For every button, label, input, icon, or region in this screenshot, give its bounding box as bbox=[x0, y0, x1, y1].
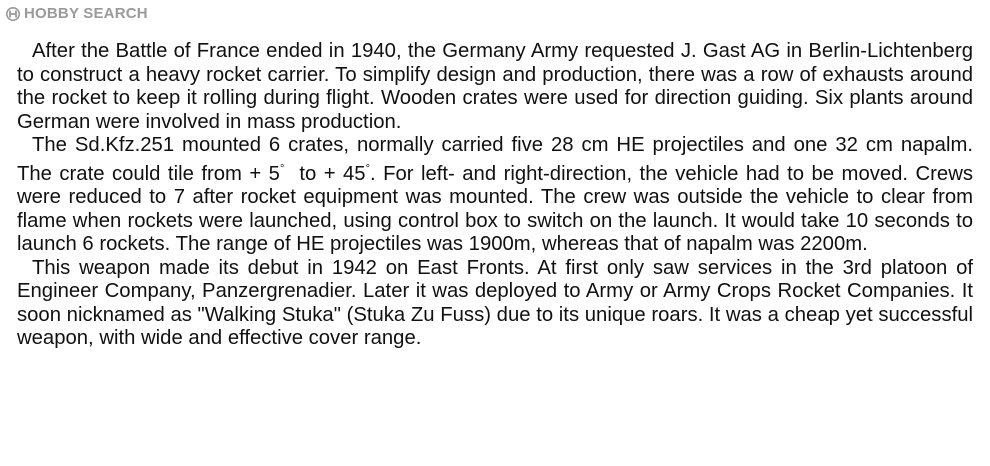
paragraph-specifications bbox=[17, 134, 973, 257]
degree-symbol: ° bbox=[365, 162, 370, 175]
paragraph-history bbox=[17, 40, 973, 134]
hobby-search-logo-icon bbox=[6, 7, 20, 21]
paragraph-service bbox=[17, 257, 973, 351]
specifications-text-part-3: . For left- and right-direction, the vehicle had to be moved. Crews were reduced to 7 after rocket equipment was mounted. The crew was outside the vehicle to clear from flame when rockets were launched, using control box to switch on the launch. It would take 10 seconds to launch 6 rockets. The range of HE projectiles was 1900m, whereas that of napalm was 2200m. bbox=[17, 162, 973, 255]
paragraph-history-text: After the Battle of France ended in 1940, the Germany Army requested J. Gast AG in Berlin-Lichtenberg to construct a heavy rocket carrier. To simplify design and production, there was a row of exhausts around the rocket to keep it rolling during flight. Wooden crates were used for direction guiding. Six plants around German were involved in mass production. bbox=[17, 40, 973, 133]
degree-symbol: ° bbox=[279, 162, 285, 175]
watermark bbox=[6, 5, 148, 22]
specifications-text-part-1: The Sd.Kfz.251 mounted 6 crates, normally carried five 28 cm HE projectiles and one 32 cm napalm. The crate could tile from + 5 bbox=[17, 134, 973, 185]
article-body bbox=[17, 40, 973, 351]
watermark-text: HOBBY SEARCH bbox=[24, 5, 148, 22]
paragraph-service-text: This weapon made its debut in 1942 on East Fronts. At first only saw services in the 3rd platoon of Engineer Company, Panzergrenadier. Later it was deployed to Army or Army Crops Rocket Companies. It soon nicknamed as "Walking Stuka" (Stuka Zu Fuss) due to its unique roars. It was a cheap yet successful weapon, with wide and effective cover range. bbox=[17, 256, 973, 349]
specifications-text-part-2: to + 45 bbox=[299, 162, 366, 185]
